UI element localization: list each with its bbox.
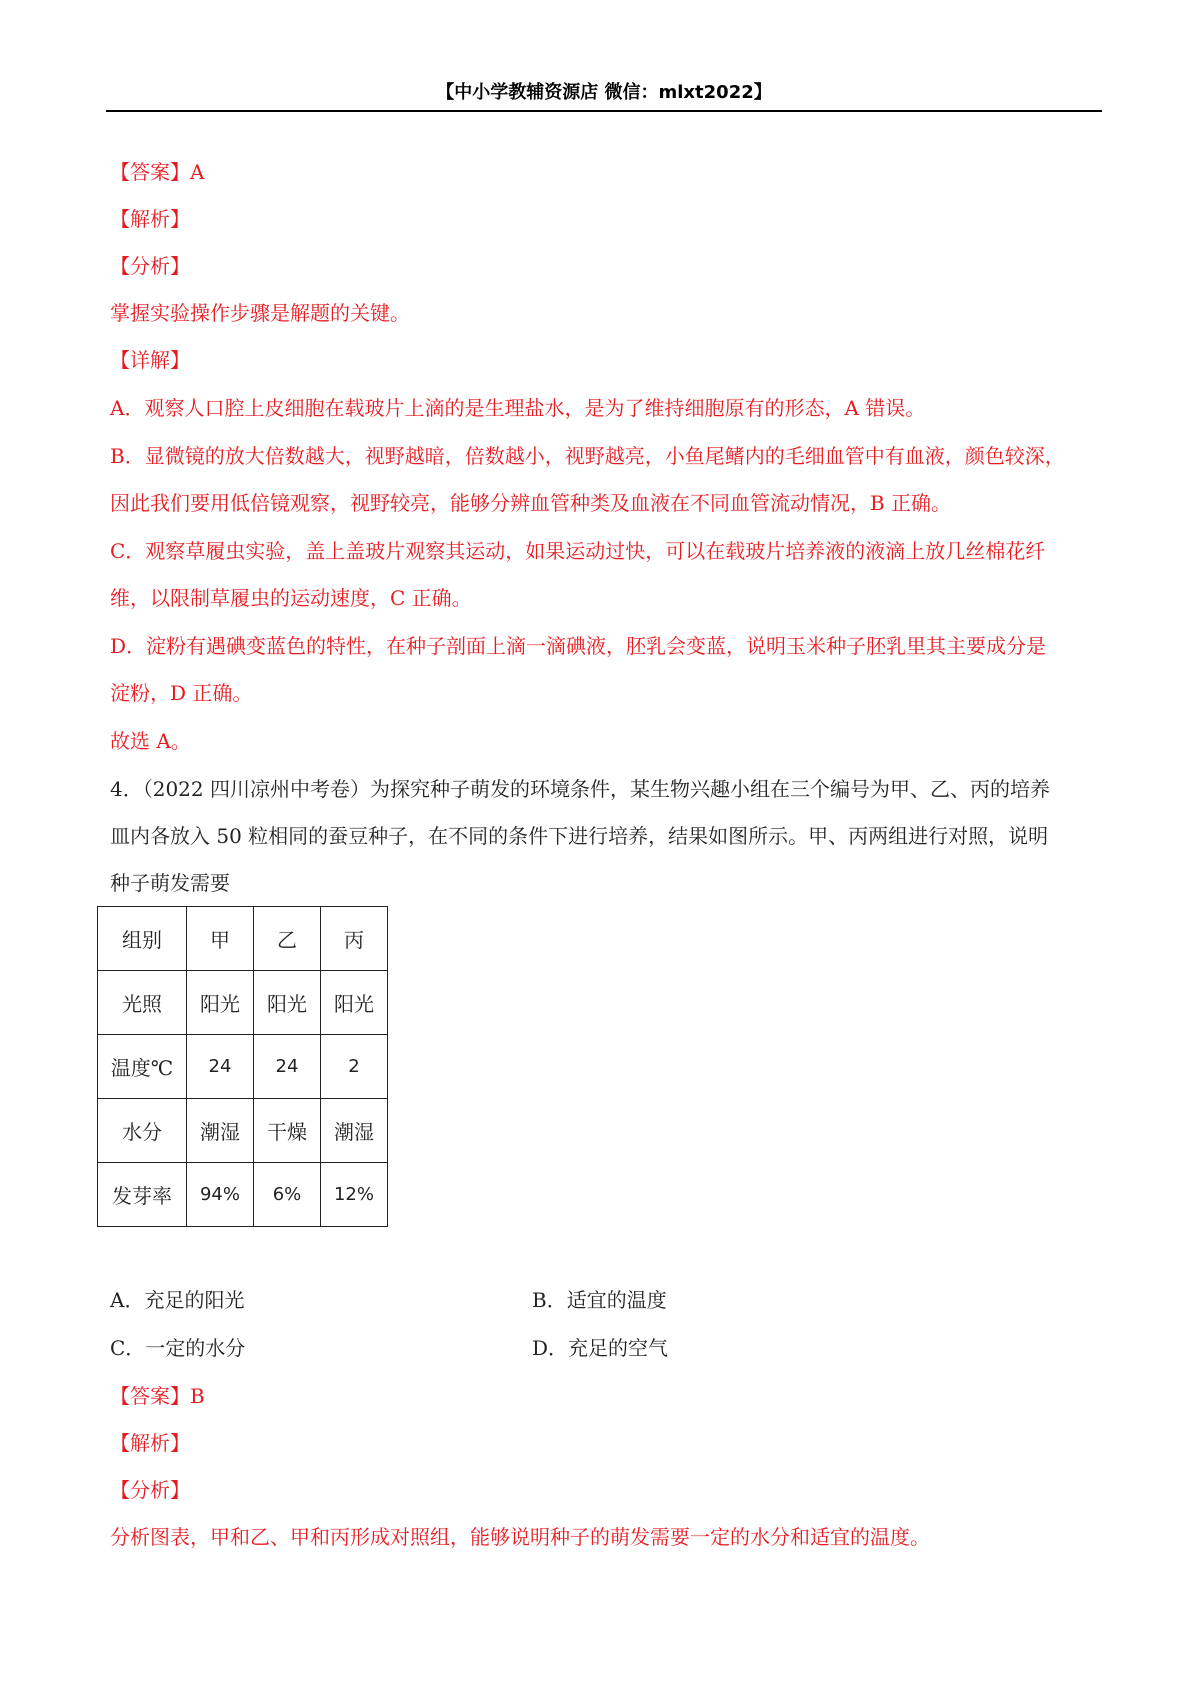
table-cell: 94% [187,1163,254,1227]
table-cell: 阳光 [254,971,321,1035]
table-cell: 甲 [187,907,254,971]
q3-analysis: 掌握实验操作步骤是解题的关键。 [110,301,410,325]
q3-jiexi: 【解析】 [110,207,190,231]
table-cell: 阳光 [187,971,254,1035]
q3-xiangjie: 【详解】 [110,348,190,372]
q4-fenxi: 【分析】 [110,1478,190,1502]
q4-stem-line2: 皿内各放入 50 粒相同的蚕豆种子，在不同的条件下进行培养，结果如图所示。甲、丙两组进行对照，说明 [110,824,1049,848]
table-row [98,1035,388,1099]
table-cell: 2 [321,1035,388,1099]
table-cell: 发芽率 [98,1163,187,1227]
table-cell: 水分 [98,1099,187,1163]
table-cell: 12% [321,1163,388,1227]
table-cell: 干燥 [254,1099,321,1163]
q3-option-b-detail-line2: 因此我们要用低倍镜观察，视野较亮，能够分辨血管种类及血液在不同血管流动情况，B 正确。 [110,491,952,515]
table-cell: 阳光 [321,971,388,1035]
table-cell: 光照 [98,971,187,1035]
table-cell: 组别 [98,907,187,971]
q4-analysis: 分析图表，甲和乙、甲和丙形成对照组，能够说明种子的萌发需要一定的水分和适宜的温度。 [110,1525,930,1549]
q4-option-d: D．充足的空气 [532,1336,669,1360]
table-row [98,907,388,971]
table-cell: 潮湿 [321,1099,388,1163]
table-cell: 6% [254,1163,321,1227]
header-divider [106,110,1102,112]
q3-option-a-detail: A．观察人口腔上皮细胞在载玻片上滴的是生理盐水，是为了维持细胞原有的形态，A 错误。 [110,396,926,420]
q4-option-c: C．一定的水分 [110,1336,246,1360]
q4-stem-line3: 种子萌发需要 [110,871,230,895]
table-cell: 丙 [321,907,388,971]
table-cell: 乙 [254,907,321,971]
q3-option-c-detail-line1: C．观察草履虫实验，盖上盖玻片观察其运动，如果运动过快，可以在载玻片培养液的液滴上放几丝棉花纤 [110,539,1046,563]
table-cell: 24 [254,1035,321,1099]
q4-option-b: B．适宜的温度 [532,1288,667,1312]
q3-option-c-detail-line2: 维，以限制草履虫的运动速度，C 正确。 [110,586,472,610]
table-row [98,1163,388,1227]
table-cell: 24 [187,1035,254,1099]
table-row [98,1099,388,1163]
page-header: 【中小学教辅资源店 微信：mlxt2022】 [436,82,772,103]
table-cell: 温度℃ [98,1035,187,1099]
q3-conclusion: 故选 A。 [110,729,191,753]
q4-option-a: A．充足的阳光 [110,1288,245,1312]
table-row [98,971,388,1035]
q4-jiexi: 【解析】 [110,1431,190,1455]
table-cell: 潮湿 [187,1099,254,1163]
experiment-table [97,906,388,1227]
q3-fenxi: 【分析】 [110,254,190,278]
q3-option-b-detail-line1: B．显微镜的放大倍数越大，视野越暗，倍数越小，视野越亮，小鱼尾鳍内的毛细血管中有血液，颜色较深， [110,444,1065,468]
q3-answer: 【答案】A [110,160,205,184]
q4-answer: 【答案】B [110,1384,205,1408]
q3-option-d-detail-line2: 淀粉，D 正确。 [110,681,253,705]
q3-option-d-detail-line1: D．淀粉有遇碘变蓝色的特性，在种子剖面上滴一滴碘液，胚乳会变蓝，说明玉米种子胚乳里其主要成分是 [110,634,1047,658]
q4-stem-line1: 4．（2022 四川凉州中考卷）为探究种子萌发的环境条件，某生物兴趣小组在三个编号为甲、乙、丙的培养 [110,777,1050,801]
